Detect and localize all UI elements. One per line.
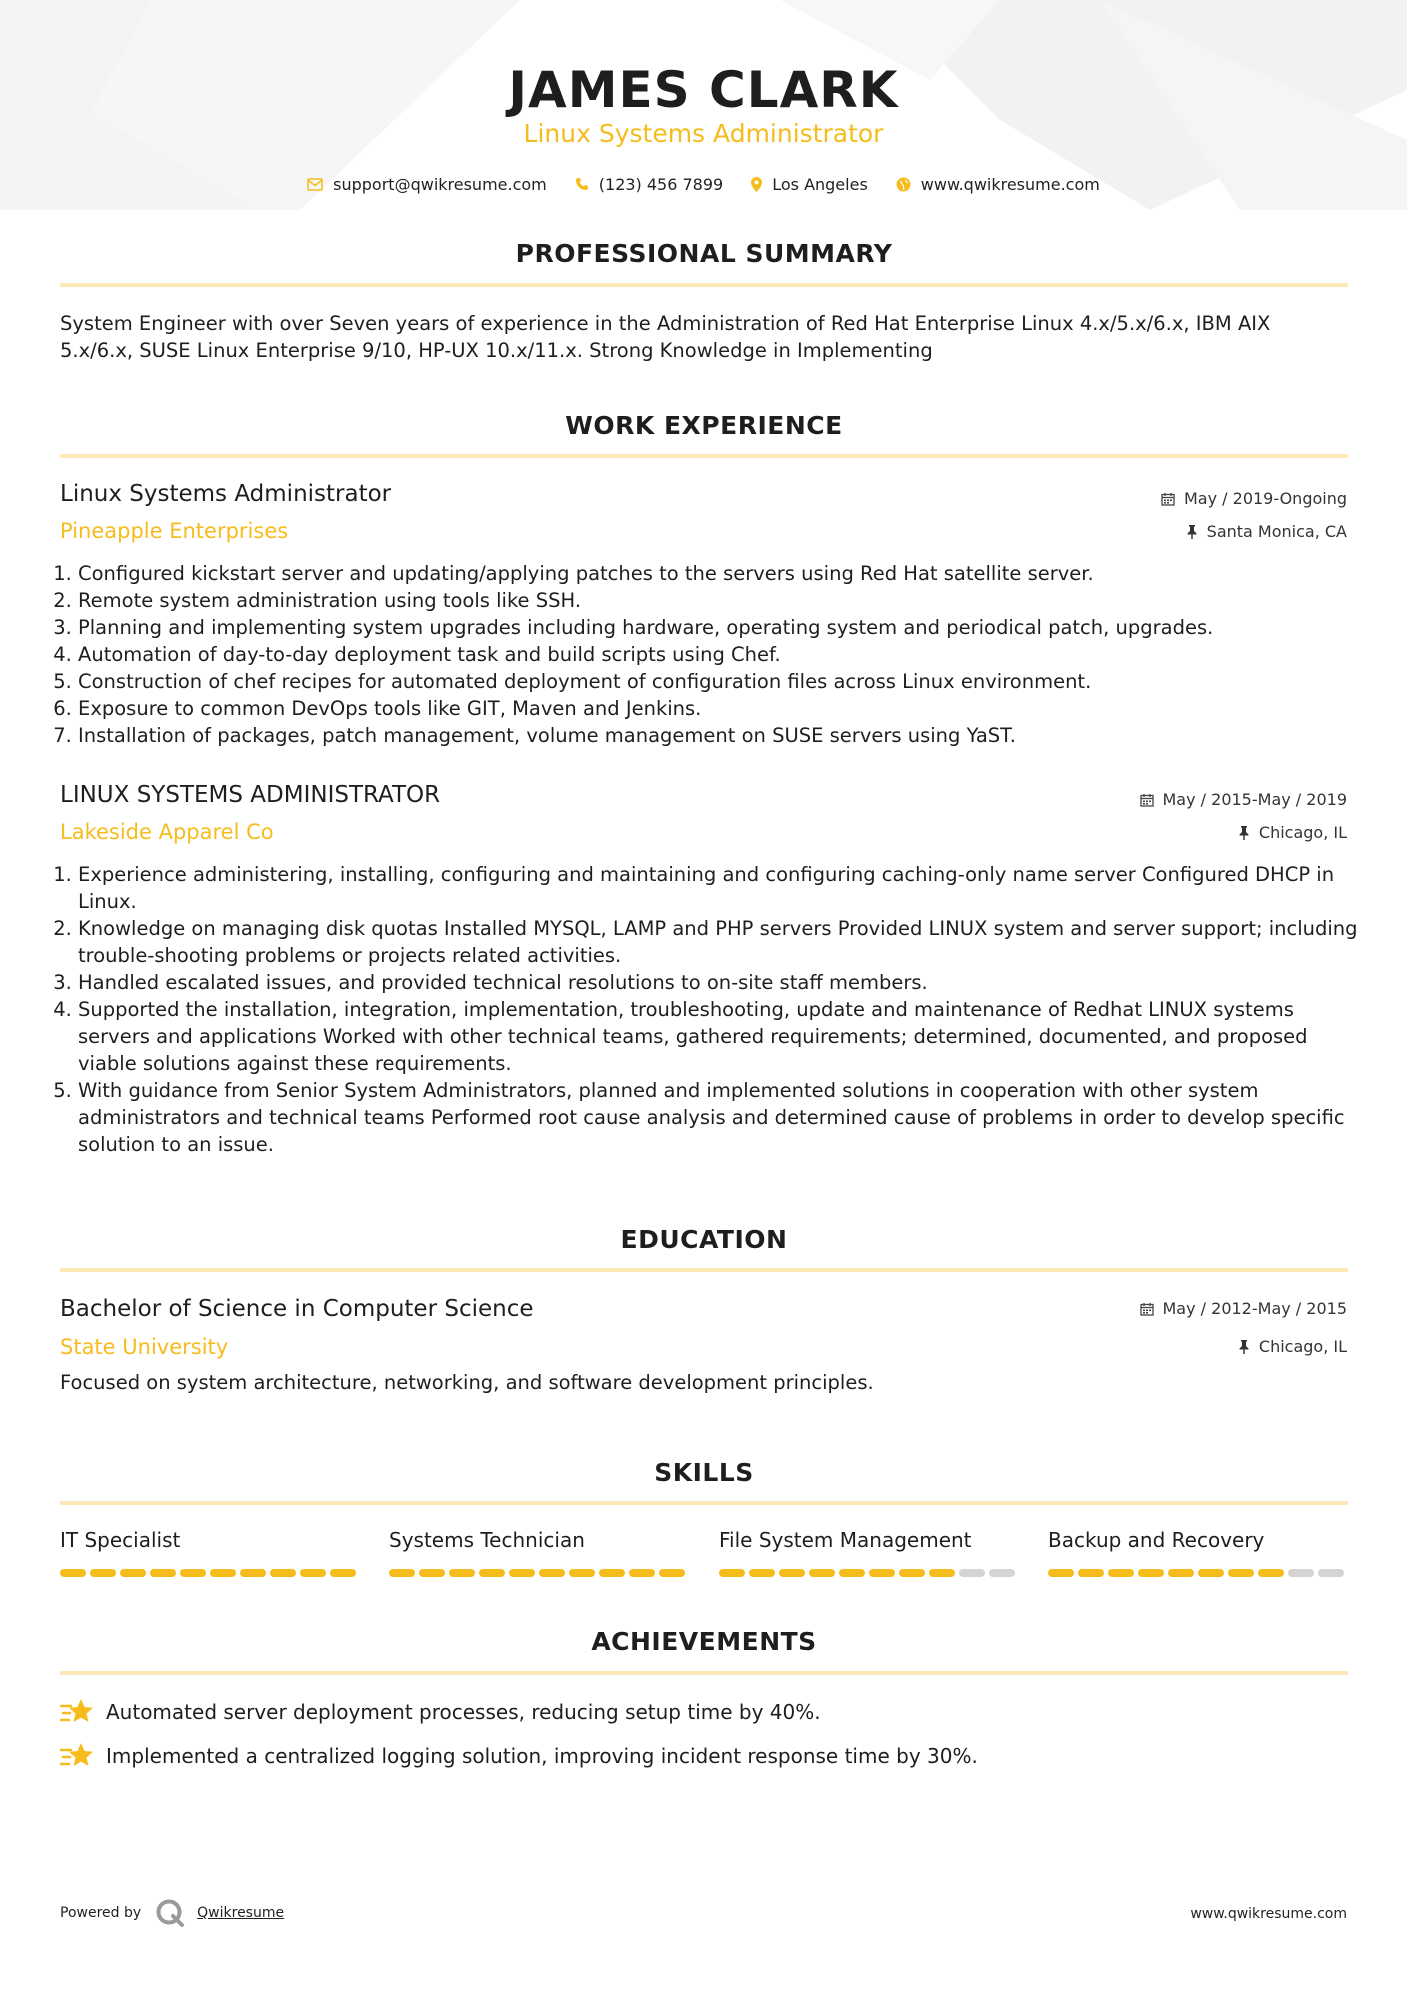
skill-level-segment <box>1138 1569 1164 1577</box>
candidate-name: JAMES CLARK <box>508 61 899 119</box>
website-text: www.qwikresume.com <box>920 174 1100 194</box>
skill-level-segment <box>419 1569 445 1577</box>
skill-level-segment <box>929 1569 955 1577</box>
achievement-text: Implemented a centralized logging solution, improving incident response time by 30%. <box>106 1744 978 1768</box>
job-company: Lakeside Apparel Co <box>60 820 274 844</box>
skills-heading: SKILLS <box>654 1458 754 1487</box>
education-dates-text: May / 2012-May / 2015 <box>1162 1299 1347 1318</box>
skill-name: Backup and Recovery <box>1048 1528 1265 1552</box>
skill-level-segment <box>509 1569 535 1577</box>
contact-bar <box>0 172 1407 196</box>
list-item: 4. Automation of day-to-day deployment task and build scripts using Chef. <box>78 641 1366 668</box>
skill-level-segment <box>60 1569 86 1577</box>
powered-by-label: Powered by <box>60 1905 142 1921</box>
list-item: 7. Installation of packages, patch management, volume management on SUSE servers using YaST. <box>78 722 1366 749</box>
summary-heading: PROFESSIONAL SUMMARY <box>515 239 893 268</box>
job-dates <box>1161 488 1347 510</box>
skill-level-segment <box>479 1569 505 1577</box>
skill-level-segment <box>1228 1569 1254 1577</box>
list-item: 1. Experience administering, installing, configuring and maintaining and configuring caching-only name server Configured DHCP in Linux. <box>78 861 1366 915</box>
skill-item <box>389 1527 689 1577</box>
qwikresume-link[interactable]: Qwikresume <box>197 1905 285 1921</box>
job-location-text: Santa Monica, CA <box>1206 522 1347 541</box>
skill-level-segment <box>210 1569 236 1577</box>
calendar-icon <box>1140 793 1154 807</box>
skill-level-segment <box>659 1569 685 1577</box>
education-location-text: Chicago, IL <box>1258 1337 1347 1356</box>
job-bullets <box>60 560 1366 749</box>
skill-level-bar <box>389 1569 689 1577</box>
pushpin-icon <box>1238 826 1250 840</box>
skill-level-segment <box>389 1569 415 1577</box>
skill-level-bar <box>719 1569 1019 1577</box>
job-location <box>1238 822 1347 844</box>
skill-level-segment <box>120 1569 146 1577</box>
skill-level-segment <box>959 1569 985 1577</box>
calendar-icon <box>1161 492 1175 506</box>
skills-divider <box>60 1501 1348 1505</box>
education-description: Focused on system architecture, networking, and software development principles. <box>60 1371 874 1394</box>
skill-level-segment <box>1258 1569 1284 1577</box>
calendar-icon <box>1140 1302 1154 1316</box>
contact-phone[interactable] <box>575 175 723 194</box>
skill-level-segment <box>1048 1569 1074 1577</box>
skill-level-segment <box>240 1569 266 1577</box>
job-dates-text: May / 2015-May / 2019 <box>1162 790 1347 809</box>
list-item: 3. Planning and implementing system upgrades including hardware, operating system and periodical patch, upgrades. <box>78 614 1366 641</box>
contact-website[interactable] <box>896 175 1100 194</box>
skill-level-segment <box>1108 1569 1134 1577</box>
star-icon <box>60 1697 94 1727</box>
education-heading: EDUCATION <box>620 1225 788 1254</box>
skill-level-segment <box>150 1569 176 1577</box>
summary-divider <box>60 283 1348 287</box>
globe-icon <box>896 177 911 192</box>
map-pin-icon <box>751 177 762 192</box>
skill-level-segment <box>569 1569 595 1577</box>
skill-level-segment <box>1168 1569 1194 1577</box>
skill-level-bar <box>1048 1569 1348 1577</box>
location-text: Los Angeles <box>772 174 868 194</box>
skill-level-segment <box>749 1569 775 1577</box>
achievements-divider <box>60 1671 1348 1675</box>
education-location <box>1238 1336 1347 1358</box>
phone-text: (123) 456 7899 <box>598 174 724 194</box>
skill-level-segment <box>449 1569 475 1577</box>
skill-level-segment <box>1198 1569 1224 1577</box>
pushpin-icon <box>1186 525 1198 539</box>
qwikresume-logo-icon <box>155 1898 185 1928</box>
candidate-title: Linux Systems Administrator <box>523 119 884 148</box>
skill-item <box>719 1527 1019 1577</box>
skill-name: File System Management <box>719 1528 972 1552</box>
skill-level-segment <box>180 1569 206 1577</box>
envelope-icon <box>307 178 323 191</box>
job-location <box>1186 521 1347 543</box>
job-bullets <box>60 861 1366 1158</box>
list-item: 6. Exposure to common DevOps tools like GIT, Maven and Jenkins. <box>78 695 1366 722</box>
skill-level-segment <box>539 1569 565 1577</box>
achievements-heading: ACHIEVEMENTS <box>591 1627 817 1656</box>
contact-location <box>751 175 868 194</box>
contact-email[interactable] <box>307 175 547 194</box>
job-location-text: Chicago, IL <box>1258 823 1347 842</box>
skill-level-segment <box>1318 1569 1344 1577</box>
skill-level-segment <box>989 1569 1015 1577</box>
summary-text: System Engineer with over Seven years of experience in the Administration of Red Hat Enterprise Linux 4.x/5.x/6.x, IBM AIX 5.x/6.x, SUSE Linux Enterprise 9/10, HP-UX 10.x/11.x. Strong Knowledge in Implementing <box>60 312 1271 362</box>
skill-level-segment <box>90 1569 116 1577</box>
experience-heading: WORK EXPERIENCE <box>565 411 843 440</box>
achievement-item <box>60 1740 1348 1772</box>
skill-level-segment <box>719 1569 745 1577</box>
footer-powered-by <box>60 1898 284 1928</box>
achievement-item <box>60 1696 1348 1728</box>
degree-title: Bachelor of Science in Computer Science <box>60 1296 534 1322</box>
skill-name: Systems Technician <box>389 1528 585 1552</box>
star-icon <box>60 1741 94 1771</box>
job-company: Pineapple Enterprises <box>60 519 289 543</box>
education-divider <box>60 1268 1348 1272</box>
pushpin-icon <box>1238 1340 1250 1354</box>
skill-level-segment <box>330 1569 356 1577</box>
experience-divider <box>60 454 1348 458</box>
footer-website[interactable]: www.qwikresume.com <box>1190 1906 1347 1922</box>
skill-level-segment <box>899 1569 925 1577</box>
job-dates <box>1140 789 1348 811</box>
education-dates <box>1140 1298 1348 1320</box>
skill-item <box>1048 1527 1348 1577</box>
email-text: support@qwikresume.com <box>333 174 547 194</box>
skill-level-segment <box>629 1569 655 1577</box>
skill-level-segment <box>779 1569 805 1577</box>
list-item: 2. Remote system administration using tools like SSH. <box>78 587 1366 614</box>
skill-level-segment <box>300 1569 326 1577</box>
achievement-text: Automated server deployment processes, reducing setup time by 40%. <box>106 1700 821 1724</box>
school-name: State University <box>60 1335 229 1359</box>
phone-icon <box>575 177 589 191</box>
skill-level-bar <box>60 1569 360 1577</box>
list-item: 3. Handled escalated issues, and provided technical resolutions to on-site staff members. <box>78 969 1366 996</box>
skill-level-segment <box>839 1569 865 1577</box>
skill-level-segment <box>869 1569 895 1577</box>
skill-level-segment <box>1078 1569 1104 1577</box>
job-title: LINUX SYSTEMS ADMINISTRATOR <box>60 782 441 808</box>
skill-level-segment <box>270 1569 296 1577</box>
list-item: 1. Configured kickstart server and updating/applying patches to the servers using Red Hat satellite server. <box>78 560 1366 587</box>
skill-level-segment <box>1288 1569 1314 1577</box>
job-dates-text: May / 2019-Ongoing <box>1184 489 1347 508</box>
skill-level-segment <box>809 1569 835 1577</box>
job-title: Linux Systems Administrator <box>60 481 392 507</box>
list-item: 4. Supported the installation, integration, implementation, troubleshooting, update and maintenance of Redhat LINUX systems servers and applications Worked with other technical teams, gathered requirements; determined, documented, and proposed viable solutions against these requirements. <box>78 996 1366 1077</box>
list-item: 2. Knowledge on managing disk quotas Installed MYSQL, LAMP and PHP servers Provided LINUX system and server support; including trouble-shooting problems or projects related activities. <box>78 915 1366 969</box>
list-item: 5. Construction of chef recipes for automated deployment of configuration files across Linux environment. <box>78 668 1366 695</box>
list-item: 5. With guidance from Senior System Administrators, planned and implemented solutions in cooperation with other system administrators and technical teams Performed root cause analysis and determined cause of problems in order to develop specific solution to an issue. <box>78 1077 1366 1158</box>
skill-name: IT Specialist <box>60 1528 181 1552</box>
skill-level-segment <box>599 1569 625 1577</box>
skill-item <box>60 1527 360 1577</box>
